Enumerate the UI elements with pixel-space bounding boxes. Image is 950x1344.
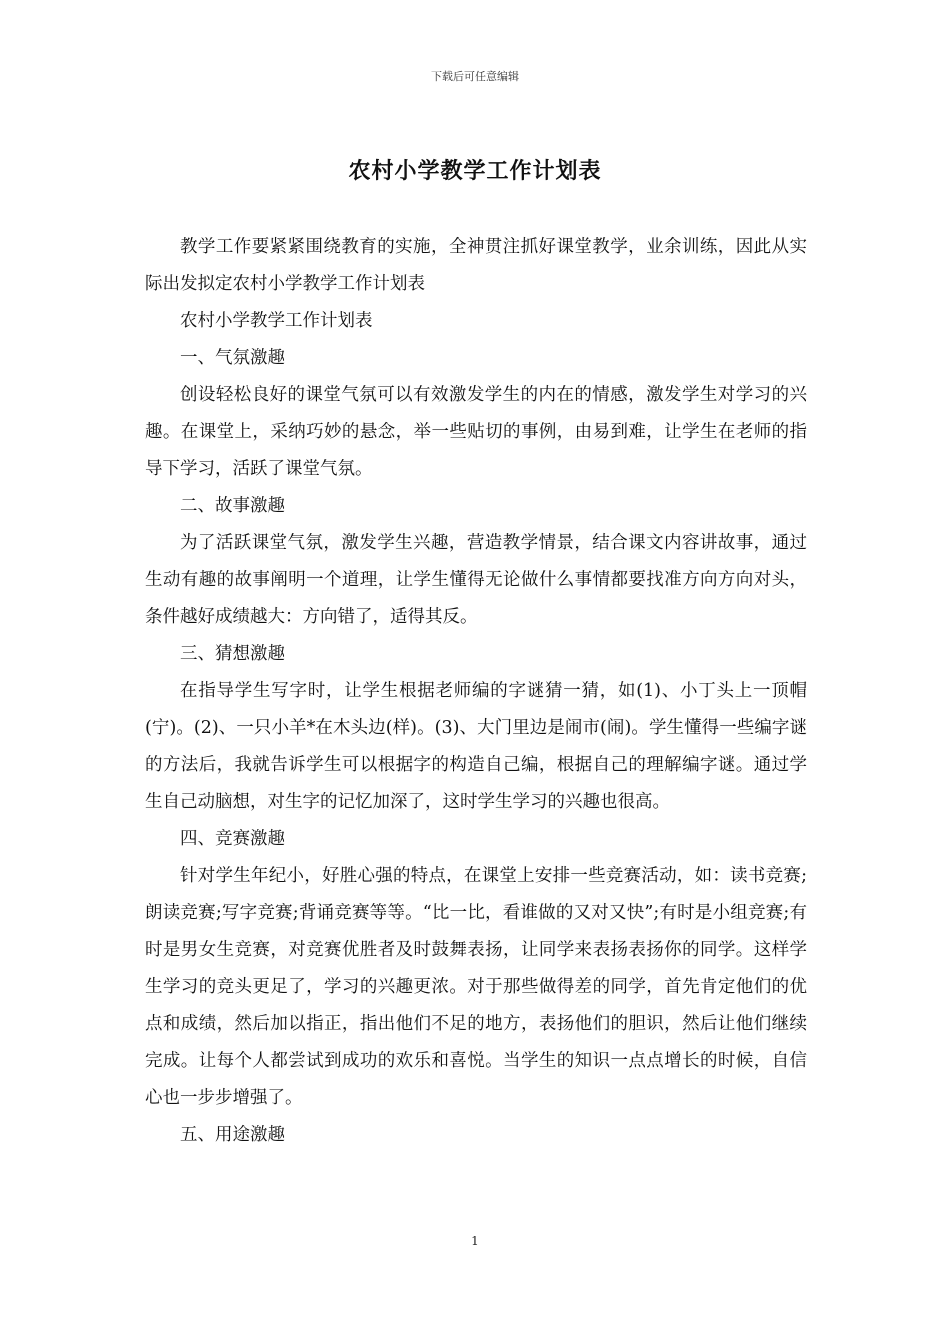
page-number: 1	[471, 1234, 479, 1248]
section-heading-2: 二、故事激趣	[180, 496, 285, 516]
section-heading-4: 四、竞赛激趣	[180, 829, 285, 849]
section-body-2: 为了活跃课堂气氛，激发学生兴趣，营造教学情景，结合课文内容讲故事，通过生动有趣的故事阐明一个道理，让学生懂得无论做什么事情都要找准方向方向对头，条件越好成绩越大：方向错了，适得其反。	[145, 533, 807, 627]
header-note: 下载后可任意编辑	[431, 70, 519, 83]
section-heading-1: 一、气氛激趣	[180, 348, 285, 368]
section-body-3: 在指导学生写字时，让学生根据老师编的字谜猜一猜，如(1)、小丁头上一顶帽(宁)。(2)、一只小羊*在木头边(样)。(3)、大门里边是闹市(闹)。学生懂得一些编字谜的方法后，我就告诉学生可以根据字的构造自己编，根据自己的理解编字谜。通过学生自己动脑想，对生字的记忆加深了，这时学生学习的兴趣也很高。	[145, 681, 807, 812]
document-title: 农村小学教学工作计划表	[348, 158, 602, 184]
subtitle-paragraph: 农村小学教学工作计划表	[180, 311, 373, 331]
document-body	[145, 229, 807, 1154]
intro-paragraph: 教学工作要紧紧围绕教育的实施，全神贯注抓好课堂教学，业余训练，因此从实际出发拟定农村小学教学工作计划表	[145, 237, 807, 294]
section-body-4: 针对学生年纪小，好胜心强的特点，在课堂上安排一些竞赛活动，如：读书竞赛;朗读竞赛;写字竞赛;背诵竞赛等等。“比一比，看谁做的又对又快”;有时是小组竞赛;有时是男女生竞赛，对竞赛优胜者及时鼓舞表扬，让同学来表扬表扬你的同学。这样学生学习的竞头更足了，学习的兴趣更浓。对于那些做得差的同学，首先肯定他们的优点和成绩，然后加以指正，指出他们不足的地方，表扬他们的胆识，然后让他们继续完成。让每个人都尝试到成功的欢乐和喜悦。当学生的知识一点点增长的时候，自信心也一步步增强了。	[145, 866, 807, 1108]
section-body-1: 创设轻松良好的课堂气氛可以有效激发学生的内在的情感，激发学生对学习的兴趣。在课堂上，采纳巧妙的悬念，举一些贴切的事例，由易到难，让学生在老师的指导下学习，活跃了课堂气氛。	[145, 385, 807, 479]
section-heading-3: 三、猜想激趣	[180, 644, 285, 664]
section-heading-5: 五、用途激趣	[180, 1125, 285, 1145]
